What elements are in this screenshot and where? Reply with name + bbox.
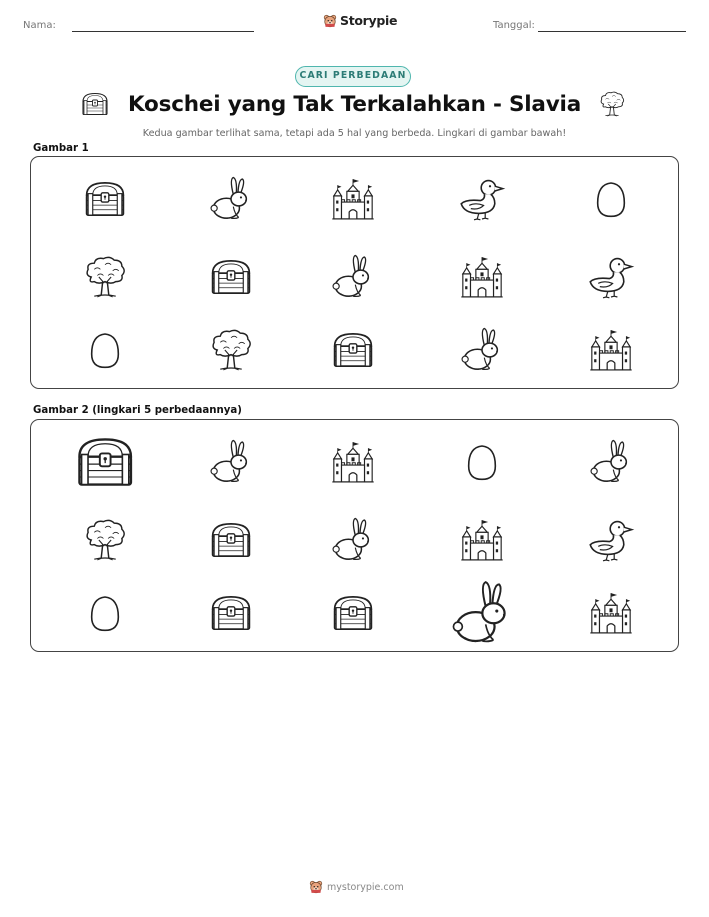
egg-icon xyxy=(591,174,631,224)
date-line xyxy=(538,31,686,32)
castle-icon xyxy=(588,326,634,374)
duck-icon xyxy=(587,253,635,301)
castle-icon[interactable] xyxy=(588,589,634,637)
tree-icon[interactable] xyxy=(82,517,128,563)
duck-icon xyxy=(458,175,506,223)
picture1-panel xyxy=(30,156,679,389)
tree-icon xyxy=(598,90,626,118)
chest-icon xyxy=(330,330,376,370)
egg-icon[interactable] xyxy=(85,588,125,638)
storypie-bear-icon xyxy=(323,14,337,28)
chest-icon xyxy=(208,257,254,297)
name-line xyxy=(72,31,254,32)
storypie-bear-icon xyxy=(309,880,323,894)
rabbit-icon[interactable] xyxy=(208,437,254,487)
chest-icon xyxy=(82,179,128,219)
rabbit-icon xyxy=(208,174,254,224)
castle-icon xyxy=(459,253,505,301)
tree-icon xyxy=(82,254,128,300)
footer-site: mystorypie.com xyxy=(327,881,404,893)
rabbit-icon[interactable] xyxy=(449,577,516,650)
rabbit-icon xyxy=(459,325,505,375)
picture2-label: Gambar 2 (lingkari 5 perbedaannya) xyxy=(33,405,242,416)
chest-icon[interactable] xyxy=(73,434,137,490)
chest-icon[interactable] xyxy=(330,593,376,633)
rabbit-icon xyxy=(330,252,376,302)
egg-icon xyxy=(85,325,125,375)
activity-badge: CARI PERBEDAAN xyxy=(295,66,411,87)
picture1-label: Gambar 1 xyxy=(33,143,89,154)
chest-icon[interactable] xyxy=(208,593,254,633)
castle-icon[interactable] xyxy=(330,438,376,486)
egg-icon[interactable] xyxy=(462,437,502,487)
date-label: Tanggal: xyxy=(493,20,535,31)
tree-icon xyxy=(208,327,254,373)
instructions: Kedua gambar terlihat sama, tetapi ada 5 hal yang berbeda. Lingkari di gambar bawah! xyxy=(142,128,567,139)
castle-icon xyxy=(330,175,376,223)
chest-icon[interactable] xyxy=(208,520,254,560)
castle-icon[interactable] xyxy=(459,516,505,564)
name-field xyxy=(23,20,56,31)
footer xyxy=(309,880,404,894)
rabbit-icon[interactable] xyxy=(330,515,376,565)
date-field xyxy=(493,20,535,31)
brand-logo xyxy=(323,13,397,28)
rabbit-icon[interactable] xyxy=(588,437,634,487)
page-title: Koschei yang Tak Terkalahkan - Slavia xyxy=(127,92,582,117)
name-label: Nama: xyxy=(23,20,56,31)
picture2-panel[interactable] xyxy=(30,419,679,652)
duck-icon[interactable] xyxy=(587,516,635,564)
brand-name: Storypie xyxy=(340,13,398,28)
